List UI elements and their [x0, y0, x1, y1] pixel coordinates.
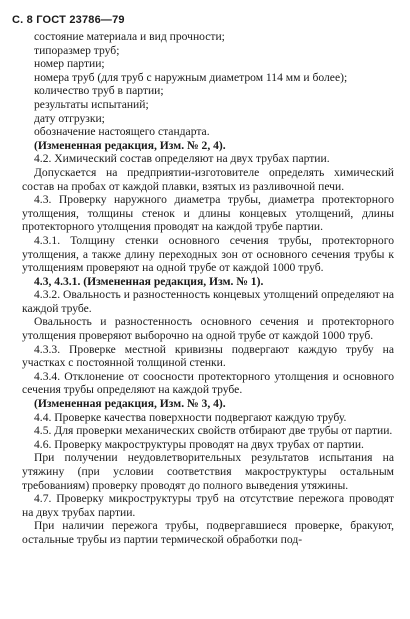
paragraph: При наличии пережога трубы, подвергавшиеся проверке, бракуют, остальные трубы из партии термической обработки под-: [22, 519, 394, 546]
paragraph: дату отгрузки;: [34, 111, 105, 125]
amendment-note: 4.3, 4.3.1. (Измененная редакция, Изм. № 1).: [34, 274, 264, 288]
paragraph: 4.3.3. Проверке местной кривизны подвергают каждую трубу на участках с постоянной толщиной стенки.: [22, 342, 394, 370]
paragraph: Допускается на предприятии-изготовителе определять химический состав на пробах от каждой плавки, взятых из разливочной печи.: [22, 165, 394, 193]
paragraph: номер партии;: [34, 57, 105, 71]
paragraph: состояние материала и вид прочности;: [34, 30, 225, 43]
paragraph: обозначение настоящего стандарта.: [34, 125, 210, 139]
paragraph: номера труб (для труб с наружным диаметром 114 мм и более);: [34, 70, 348, 84]
paragraph: 4.7. Проверку микроструктуры труб на отсутствие пережога проводят на двух трубах партии.: [22, 492, 394, 519]
paragraph: 4.3. Проверку наружного диаметра трубы, диаметра протекторного утолщения, толщины стенок и длины концевых утолщений, длины протекторного утолщения проводят на каждой трубе партии.: [22, 193, 394, 234]
paragraph: 4.2. Химический состав определяют на двух трубах партии.: [34, 152, 330, 166]
amendment-note: (Измененная редакция, Изм. № 2, 4).: [34, 138, 226, 152]
paragraph: результаты испытаний;: [34, 97, 149, 111]
paragraph: 4.5. Для проверки механических свойств отбирают две трубы от партии.: [34, 424, 393, 438]
paragraph: Овальность и разностенность основного сечения и протекторного утолщения проверяют выборочно на одной трубе от каждой 1000 труб.: [22, 315, 394, 343]
page-header: С. 8 ГОСТ 23786—79: [12, 14, 125, 26]
paragraph: 4.6. Проверку макроструктуры проводят на двух трубах от партии.: [34, 437, 364, 451]
amendment-note: (Измененная редакция, Изм. № 3, 4).: [34, 397, 226, 411]
paragraph: 4.3.1. Толщину стенки основного сечения трубы, протекторного утолщения, а также длину переходных зон от основного сечения трубы к утолщениям проверяют на одной трубе от каждой 1000 труб.: [22, 233, 394, 275]
paragraph: типоразмер труб;: [34, 43, 120, 57]
paragraph: 4.3.2. Овальность и разностенность концевых утолщений определяют на каждой трубе.: [22, 288, 394, 315]
paragraph: При получении неудовлетворительных результатов испытания на утяжину (при условии соответствия макроструктуры остальным требованиям) проверку проводят до полного выведения утяжины.: [22, 451, 394, 492]
document-body: [22, 30, 394, 547]
paragraph: 4.4. Проверке качества поверхности подвергают каждую трубу.: [34, 410, 347, 424]
paragraph: количество труб в партии;: [34, 84, 164, 98]
paragraph: 4.3.4. Отклонение от соосности протекторного утолщения и основного сечения трубы определяют на каждой трубе.: [22, 369, 394, 397]
